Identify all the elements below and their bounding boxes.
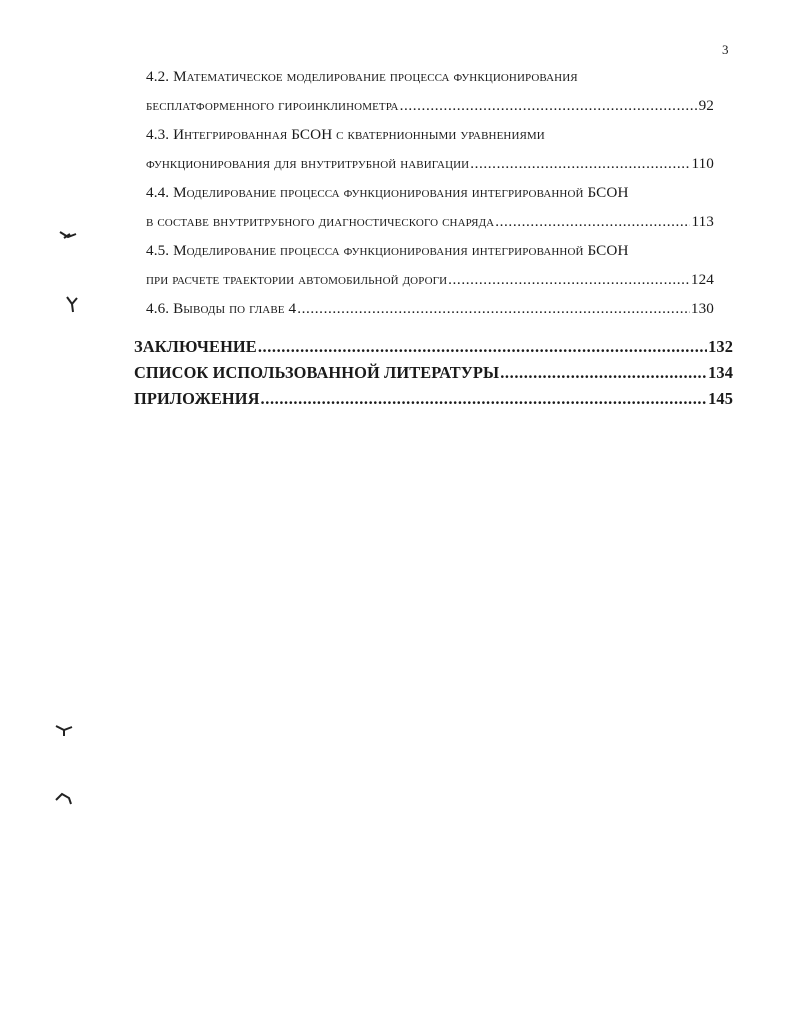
toc-leader-dots (500, 363, 707, 383)
toc-page-number: 132 (708, 337, 733, 356)
scan-mark-icon (54, 790, 74, 806)
toc-page-number: 110 (691, 155, 714, 172)
toc-page-number: 113 (691, 213, 714, 230)
toc-entry-references[interactable] (134, 363, 733, 383)
toc-entry-4-4-line2[interactable] (146, 213, 714, 231)
toc-entry-text: 4.3. Интегрированная БСОН с кватернионными уравнениями (146, 126, 545, 143)
toc-entry-text: ЗАКЛЮЧЕНИЕ (134, 337, 257, 356)
toc-leader-dots (470, 155, 690, 173)
toc-page-number: 130 (690, 300, 714, 317)
scan-mark-icon (54, 722, 74, 738)
toc-entry-text: в составе внутритрубного диагностического снаряда (146, 213, 495, 230)
toc-leader-dots (261, 389, 708, 409)
toc-entry-4-2-line2[interactable] (146, 97, 714, 115)
toc-page-number: 134 (708, 363, 733, 382)
toc-entry-4-5-line2[interactable] (146, 271, 714, 289)
toc-page-number: 92 (698, 97, 714, 114)
toc-leader-dots (400, 97, 698, 115)
scan-mark-icon (64, 294, 80, 314)
toc-entry-text: функционирования для внутритрубной навигации (146, 155, 470, 172)
toc-leader-dots (297, 300, 690, 318)
toc-page-number: 124 (690, 271, 714, 288)
toc-entry-4-3-line2[interactable] (146, 155, 714, 173)
toc-entry-4-4-line1 (146, 184, 629, 202)
toc-entry-text: 4.4. Моделирование процесса функционирования интегрированной БСОН (146, 184, 629, 201)
toc-entry-text: СПИСОК ИСПОЛЬЗОВАННОЙ ЛИТЕРАТУРЫ (134, 363, 500, 382)
toc-entry-text: 4.2. Математическое моделирование процесса функционирования (146, 68, 578, 85)
toc-entry-conclusion[interactable] (134, 337, 733, 357)
toc-page-number: 145 (708, 389, 733, 408)
scan-mark-icon (58, 228, 78, 244)
toc-entry-text: бесплатформенного гироинклинометра (146, 97, 399, 114)
toc-entry-4-2-line1 (146, 68, 578, 86)
toc-entry-text: ПРИЛОЖЕНИЯ (134, 389, 260, 408)
toc-leader-dots (448, 271, 690, 289)
toc-entry-appendices[interactable] (134, 389, 733, 409)
toc-entry-text: при расчете траектории автомобильной дороги (146, 271, 448, 288)
toc-leader-dots (258, 337, 707, 357)
page-number: 3 (722, 42, 729, 57)
toc-entry-text: 4.5. Моделирование процесса функционирования интегрированной БСОН (146, 242, 629, 259)
toc-entry-4-3-line1 (146, 126, 545, 144)
toc-entry-4-5-line1 (146, 242, 629, 260)
toc-leader-dots (495, 213, 690, 231)
toc-entry-4-6[interactable] (146, 300, 714, 318)
toc-entry-text: 4.6. Выводы по главе 4 (146, 300, 297, 317)
